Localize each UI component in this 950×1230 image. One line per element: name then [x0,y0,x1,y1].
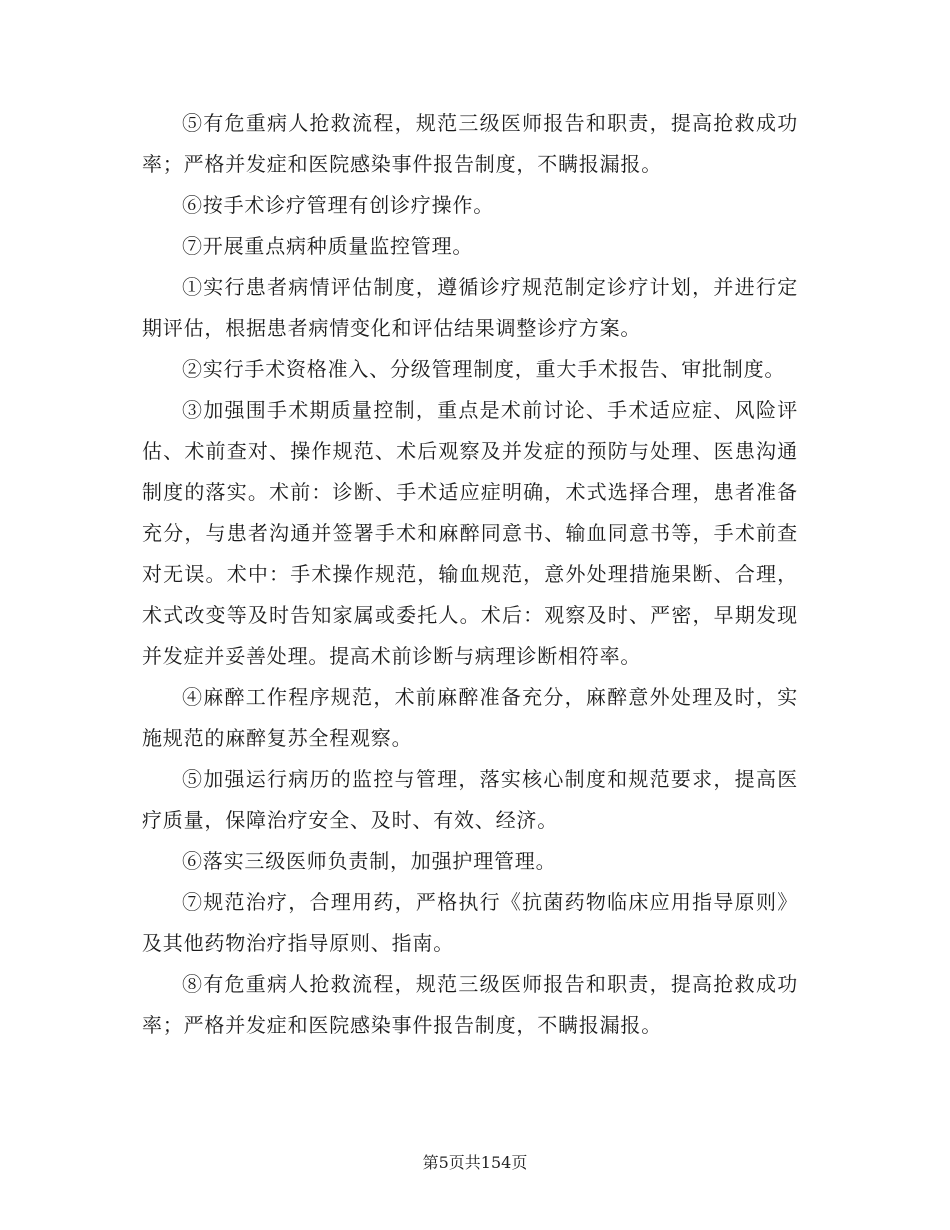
paragraph: ⑦开展重点病种质量监控管理。 [182,234,474,258]
paragraph: ⑥按手术诊疗管理有创诊疗操作。 [182,193,494,217]
document-body [142,103,798,1046]
paragraph: ⑧有危重病人抢救流程，规范三级医师报告和职责，提高抢救成功率；严格并发症和医院感染事件报告制度，不瞒报漏报。 [142,972,798,1037]
paragraph: ③加强围手术期质量控制，重点是术前讨论、手术适应症、风险评估、术前查对、操作规范、术后观察及并发症的预防与处理、医患沟通制度的落实。术前：诊断、手术适应症明确，术式选择合理，患者准备充分，与患者沟通并签署手术和麻醉同意书、输血同意书等，手术前查对无误。术中：手术操作规范，输血规范，意外处理措施果断、合理，术式改变等及时告知家属或委托人。术后：观察及时、严密，早期发现并发症并妥善处理。提高术前诊断与病理诊断相符率。 [142,398,798,668]
page-number: 第5页共154页 [422,1153,528,1172]
paragraph: ②实行手术资格准入、分级管理制度，重大手术报告、审批制度。 [182,357,786,381]
paragraph: ⑤有危重病人抢救流程，规范三级医师报告和职责，提高抢救成功率；严格并发症和医院感染事件报告制度，不瞒报漏报。 [142,111,798,176]
paragraph: ①实行患者病情评估制度，遵循诊疗规范制定诊疗计划，并进行定期评估，根据患者病情变化和评估结果调整诊疗方案。 [142,275,798,340]
paragraph: ⑦规范治疗，合理用药，严格执行《抗菌药物临床应用指导原则》及其他药物治疗指导原则、指南。 [142,890,798,955]
paragraph: ⑤加强运行病历的监控与管理，落实核心制度和规范要求，提高医疗质量，保障治疗安全、及时、有效、经济。 [142,767,798,832]
paragraph: ④麻醉工作程序规范，术前麻醉准备充分，麻醉意外处理及时，实施规范的麻醉复苏全程观察。 [142,685,798,750]
paragraph: ⑥落实三级医师负责制，加强护理管理。 [182,849,557,873]
